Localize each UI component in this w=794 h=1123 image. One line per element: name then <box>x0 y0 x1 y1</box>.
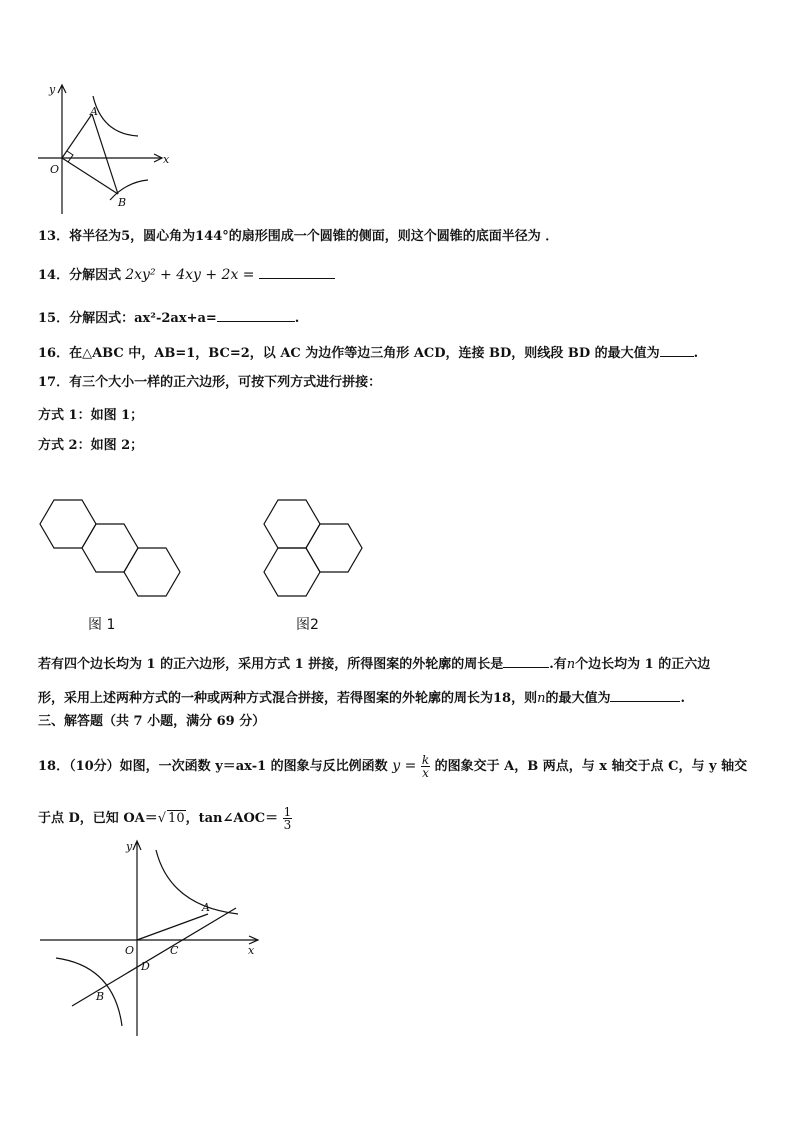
q17-line1-a: 若有四个边长均为 1 的正六边形，采用方式 1 拼接，所得图案的外轮廓的周长是 <box>38 657 504 672</box>
q17-n-2: n <box>537 691 546 706</box>
question-17-intro: 17．有三个大小一样的正六边形，可按下列方式进行拼接： <box>38 375 382 390</box>
q18-fraction-one-third <box>283 806 293 831</box>
q17-answer-blank-1[interactable] <box>503 654 549 668</box>
question-14 <box>38 265 335 284</box>
fig12-o-label: O <box>50 163 60 176</box>
fig12-y-label: y <box>49 83 56 96</box>
q18-func-lhs: y = <box>392 758 417 774</box>
q17-n-1: n <box>566 657 576 672</box>
fig12-a-label: A <box>90 105 98 118</box>
fig1-hexagon-3 <box>124 548 180 596</box>
q18-figure <box>36 836 266 1040</box>
q18-frac-k: k <box>421 753 430 767</box>
figure-1-caption: 图 1 <box>88 617 116 633</box>
q15-text: 15．分解因式：ax²-2ax+a= <box>38 311 217 326</box>
fig18-o-label: O <box>125 944 135 957</box>
q17-way-2: 方式 2：如图 2； <box>38 438 144 453</box>
q18-frac-num: 1 <box>283 805 292 819</box>
q14-answer-blank[interactable] <box>259 265 335 279</box>
figure-2-caption: 图2 <box>296 617 319 633</box>
q16-text: 16．在△ABC 中，AB=1，BC=2，以 AC 为边作等边三角形 ACD，连接 BD，则线段 BD 的最大值为 <box>38 346 660 361</box>
q17-line2-a: 形，采用上述两种方式的一种或两种方式混合拼接，若得图案的外轮廓的周长为18，则 <box>38 691 538 706</box>
q15-answer-blank[interactable] <box>217 308 295 322</box>
q17-line1-c: 个边长均为 1 的正六边 <box>575 657 711 672</box>
fig18-b-label: B <box>96 990 105 1003</box>
q17-line-2 <box>38 688 685 707</box>
fig1-hexagon-2 <box>82 524 138 572</box>
fig12-x-label: x <box>163 153 170 166</box>
sqrt-symbol: √ <box>157 811 167 826</box>
q18-line1-a: 18．（10分）如图，一次函数 y＝ax-1 的图象与反比例函数 <box>38 759 388 774</box>
fig18-d-label: D <box>141 960 150 973</box>
question-15 <box>38 308 299 327</box>
q14-expression: 2xy² + 4xy + 2x = <box>125 267 255 283</box>
question-13: 13．将半径为5，圆心角为144°的扇形围成一个圆锥的侧面，则这个圆锥的底面半径为 ． <box>38 229 559 244</box>
fig2-hexagon-1 <box>264 500 320 548</box>
q14-prefix: 14．分解因式 <box>38 268 122 283</box>
q18-line-1 <box>38 754 747 779</box>
q15-end: . <box>294 311 300 326</box>
q18-line-2 <box>38 806 292 831</box>
question-16 <box>38 343 698 362</box>
q17-line2-b: 的最大值为 <box>545 691 611 706</box>
section-3-title: 三、解答题（共 7 小题，满分 69 分） <box>38 714 266 729</box>
q18-sqrt-value: 10 <box>168 811 185 826</box>
fig2-hexagon-2 <box>306 524 362 572</box>
q18-fraction-k-over-x <box>421 754 430 779</box>
q17-answer-blank-2[interactable] <box>610 688 680 702</box>
q17-way-1: 方式 1：如图 1； <box>38 408 144 423</box>
q16-answer-blank[interactable] <box>660 343 694 357</box>
q18-frac-den: 3 <box>283 818 292 832</box>
q18-line2-b: ，tan∠AOC＝ <box>185 811 279 826</box>
q17-line-1 <box>38 654 710 673</box>
hexagon-figures <box>36 492 376 612</box>
fig18-y-label: y <box>126 840 133 853</box>
q17-line2-end: . <box>680 691 686 706</box>
fig18-a-label: A <box>202 901 210 914</box>
q16-end: . <box>693 346 699 361</box>
q18-line1-b: 的图象交于 A，B 两点，与 x 轴交于点 C，与 y 轴交 <box>434 759 748 774</box>
fig18-x-label: x <box>248 944 255 957</box>
fig18-c-label: C <box>170 944 179 957</box>
q12-figure <box>30 78 180 216</box>
fig1-hexagon-1 <box>40 500 96 548</box>
q18-line2-a: 于点 D，已知 OA＝ <box>38 811 158 826</box>
q17-line1-b: .有 <box>549 657 567 672</box>
fig12-b-label: B <box>118 196 127 209</box>
fig2-hexagon-3 <box>264 548 320 596</box>
q18-frac-x: x <box>422 766 429 780</box>
